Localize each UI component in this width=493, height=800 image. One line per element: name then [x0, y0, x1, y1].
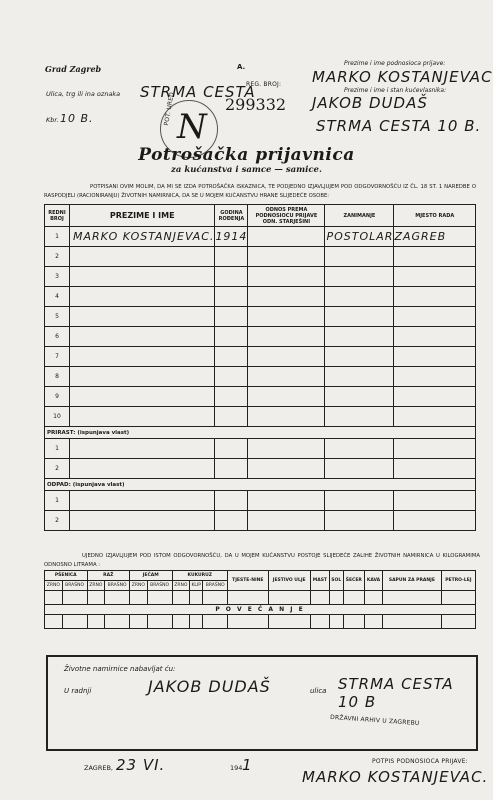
- row-number: 1: [45, 491, 70, 511]
- row-number: 1: [45, 227, 70, 247]
- col-lard: MAST: [310, 571, 329, 591]
- col-header-occupation: ZANIMANJE: [325, 205, 394, 227]
- street-label: Ulica, trg ili ina oznaka: [46, 90, 121, 98]
- date-value: 23 VI.: [116, 756, 166, 774]
- archive-stamp: DRŽAVNI ARHIV U ZAGREBU: [329, 713, 420, 728]
- applicant-value: MARKO KOSTANJEVAC: [312, 68, 493, 86]
- row-name: MARKO KOSTANJEVAC.: [70, 227, 215, 247]
- form-title: Potrošačka prijavnica: [138, 145, 355, 165]
- sub-flour: BRAŠNO: [62, 581, 87, 591]
- street-label-2: ulica: [310, 687, 327, 695]
- sub-grain: ZRNO: [172, 581, 190, 591]
- row-occupation: POSTOLAR: [325, 227, 394, 247]
- col-oil: JESTIVO ULJE: [268, 571, 310, 591]
- sub-cob: KLIP: [190, 581, 203, 591]
- row-number: 7: [45, 347, 70, 367]
- row-number: 2: [45, 511, 70, 531]
- shop-street-value: STRMA CESTA 10 B: [338, 675, 454, 711]
- sub-grain: ZRNO: [130, 581, 148, 591]
- col-header-name: PREZIME I IME: [70, 205, 215, 227]
- table-row: [45, 459, 476, 479]
- row-number: 2: [45, 459, 70, 479]
- group-rye: RAŽ: [87, 571, 130, 581]
- stock-table: [44, 570, 476, 629]
- house-label: Kbr.: [46, 116, 59, 124]
- reg-number: 299332: [225, 95, 287, 114]
- household-table: [44, 204, 476, 531]
- row-number: 2: [45, 247, 70, 267]
- sub-grain: ZRNO: [87, 581, 105, 591]
- col-sugar: ŠEĆER: [343, 571, 364, 591]
- place-label: ZAGREB,: [84, 764, 113, 772]
- table-row: [45, 327, 476, 347]
- col-header-workplace: MJESTO RADA: [394, 205, 476, 227]
- col-header-number: REDNI BROJ: [45, 205, 70, 227]
- landlord-label: Prezime i ime i stan kućevlasnika:: [344, 87, 447, 94]
- col-petroleum: PETRO-LEJ: [441, 571, 475, 591]
- table-row: [45, 267, 476, 287]
- table-row: [45, 439, 476, 459]
- table-row: [45, 227, 476, 247]
- prirast-label: PRIRAST: (ispunjava vlast): [45, 427, 476, 439]
- col-salt: SOL: [329, 571, 343, 591]
- supply-box: [46, 655, 478, 751]
- stamp-text: POT. URED: [163, 91, 176, 127]
- table-row: [45, 287, 476, 307]
- stock-statement: UJEDNO IZJAVLJUJEM POD ISTOM ODGOVORNOŠĆU, DA U MOJEM KUĆANSTVU POSTOJE SLIJEDEĆE ZALIHE ŽIVOTNIH NAMIRNICA U KILOGRAMIMA ODNOSNO LITRAMA :: [44, 553, 480, 568]
- row-number: 5: [45, 307, 70, 327]
- stamp-signature: N: [177, 107, 207, 147]
- row-number: 3: [45, 267, 70, 287]
- table-row: [45, 347, 476, 367]
- street-value: STRMA CESTA: [140, 83, 256, 101]
- sub-flour: BRAŠNO: [203, 581, 228, 591]
- sub-grain: ZRNO: [45, 581, 63, 591]
- row-number: 1: [45, 439, 70, 459]
- year-prefix: 194: [230, 764, 243, 772]
- odpad-label: ODPAD: (ispunjava vlast): [45, 479, 476, 491]
- table-row: [45, 367, 476, 387]
- group-wheat: PŠENICA: [45, 571, 88, 581]
- table-row: [45, 307, 476, 327]
- col-pasta: TJESTE-NINE: [228, 571, 268, 591]
- group-barley: JEČAM: [130, 571, 173, 581]
- row-year: 1914: [215, 227, 248, 247]
- table-row: [45, 387, 476, 407]
- signature-value: MARKO KOSTANJEVAC.: [302, 768, 489, 786]
- row-number: 6: [45, 327, 70, 347]
- landlord-name: JAKOB DUDAŠ: [312, 94, 428, 112]
- col-coffee: KAVA: [365, 571, 383, 591]
- shop-value: JAKOB DUDAŠ: [148, 677, 271, 696]
- row-relation: [248, 227, 325, 247]
- table-row: [45, 407, 476, 427]
- sub-flour: BRAŠNO: [147, 581, 172, 591]
- year-suffix: 1: [242, 756, 253, 774]
- sub-flour: BRAŠNO: [105, 581, 130, 591]
- a-label: A.: [237, 63, 246, 71]
- intro-text: POTPISANI OVIM MOLIM, DA MI SE IZDA POTROŠAČKA ISKAZNICA, TE PODJEDNO IZJAVLJUJEM POD ODGOVORNOŠĆU IZ ČL. 18 ST. 1 NAREDBE O RASPODJELI (RACIONIRANJU) ŽIVOTNIH NAMIRNICA, DA SE U MOJEM KUĆANSTVU HRANE SLIJEDEĆE OSOBE:: [44, 184, 476, 199]
- table-row: [45, 491, 476, 511]
- reg-label: REG. BROJ:: [246, 81, 282, 88]
- table-row: [45, 511, 476, 531]
- row-number: 4: [45, 287, 70, 307]
- supply-heading: Životne namirnice nabavljat ću:: [64, 665, 176, 673]
- row-number: 9: [45, 387, 70, 407]
- row-number: 10: [45, 407, 70, 427]
- group-corn: KUKURUZ: [172, 571, 228, 581]
- col-soap: SAPUN ZA PRANJE: [382, 571, 441, 591]
- applicant-label: Prezime i ime podnosioca prijave:: [344, 60, 446, 67]
- row-workplace: ZAGREB: [394, 227, 476, 247]
- city-label: Grad Zagreb: [45, 64, 102, 74]
- shop-label: U radnji: [64, 687, 92, 695]
- house-value: 10 B.: [60, 112, 94, 125]
- col-header-relation: ODNOS PREMA PODNOSIOCU PRIJAVE ODN. STARJEŠINI: [248, 205, 325, 227]
- increase-label: P O V E Ć A N J E: [45, 605, 476, 615]
- form-subtitle: za kućanstva i samce — samice.: [171, 165, 322, 175]
- row-number: 8: [45, 367, 70, 387]
- table-row: [45, 247, 476, 267]
- col-header-year: GODINA ROĐENJA: [215, 205, 248, 227]
- sign-label: POTPIS PODNOSIOCA PRIJAVE:: [372, 758, 468, 765]
- landlord-address: STRMA CESTA 10 B.: [316, 117, 482, 135]
